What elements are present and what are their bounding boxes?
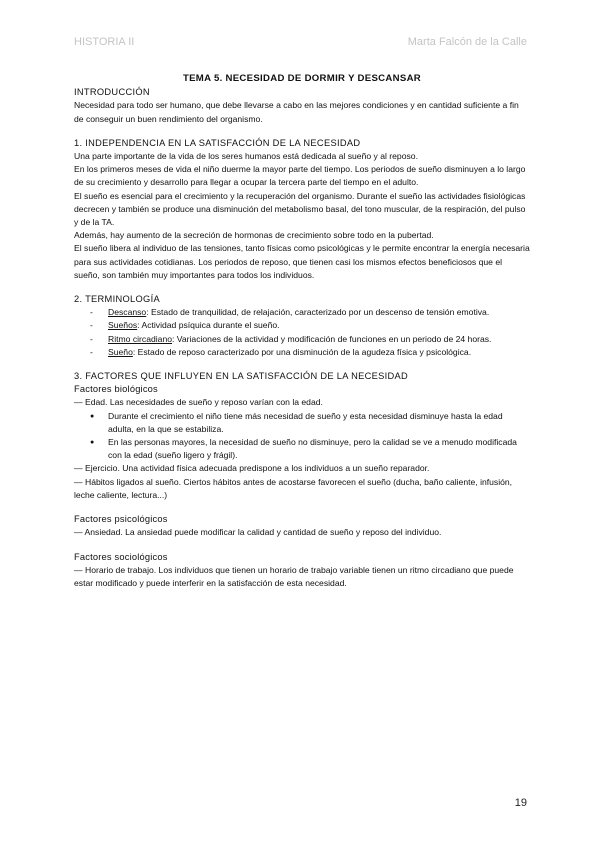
section1-paragraph: En los primeros meses de vida el niño duerme la mayor parte del tiempo. Los periodos de sueño disminuyen a lo largo de su crecimiento y desarrollo para llegar a ocupar la tercera parte del tiempo en el adulto. bbox=[74, 164, 526, 188]
terminology-list bbox=[74, 306, 530, 359]
sociological-factors-heading: Factores sociológicos bbox=[74, 551, 168, 562]
psychological-factors-heading: Factores psicológicos bbox=[74, 514, 168, 525]
section3-heading: 3. FACTORES QUE INFLUYEN EN LA SATISFACCIÓN DE LA NECESIDAD bbox=[74, 371, 409, 382]
document-title: TEMA 5. NECESIDAD DE DORMIR Y DESCANSAR bbox=[182, 73, 422, 84]
definition: : Estado de reposo caracterizado por una disminución de la agudeza física y psicológica. bbox=[132, 346, 472, 357]
term: Sueños bbox=[108, 320, 138, 331]
term: Descanso bbox=[108, 307, 147, 318]
anxiety-factor: — Ansiedad. La ansiedad puede modificar la calidad y cantidad de sueño y reposo del individuo. bbox=[74, 527, 442, 538]
document-body bbox=[74, 72, 530, 590]
page-header bbox=[74, 36, 527, 52]
definition: : Variaciones de la actividad y modificación de funciones en un periodo de 24 horas. bbox=[172, 333, 492, 344]
list-item: - Sueño: Estado de reposo caracterizado por una disminución de la agudeza física y psicológica. bbox=[90, 346, 472, 357]
page-number: 19 bbox=[514, 797, 527, 809]
section1-heading: 1. INDEPENDENCIA EN LA SATISFACCIÓN DE LA NECESIDAD bbox=[74, 137, 361, 148]
biological-factors-heading: Factores biológicos bbox=[74, 384, 158, 395]
list-item: - Ritmo circadiano: Variaciones de la actividad y modificación de funciones en un periodo de 24 horas. bbox=[90, 333, 492, 344]
term: Ritmo circadiano bbox=[108, 333, 172, 344]
header-course: HISTORIA II bbox=[74, 36, 135, 48]
list-item: - Sueños: Actividad psíquica durante el sueño. bbox=[90, 320, 280, 331]
section1-paragraph: Una parte importante de la vida de los seres humanos está dedicada al sueño y al reposo. bbox=[74, 151, 418, 162]
bullet-icon: ● bbox=[90, 412, 95, 420]
bullet-icon: ● bbox=[90, 439, 95, 447]
exercise-factor: — Ejercicio. Una actividad física adecuada predispone a los individuos a un sueño reparador. bbox=[74, 463, 430, 474]
age-list bbox=[74, 410, 530, 463]
header-author: Marta Falcón de la Calle bbox=[407, 36, 527, 48]
list-item: ● En las personas mayores, la necesidad de sueño no disminuye, pero la calidad se ve a menudo modificada con la edad (sueño ligero y frágil). bbox=[90, 437, 517, 461]
habits-factor: — Hábitos ligados al sueño. Ciertos hábitos antes de acostarse favorecen el sueño (ducha, baño caliente, infusión, leche caliente, lectura...) bbox=[74, 476, 513, 500]
list-item: ● Durante el crecimiento el niño tiene más necesidad de sueño y esta necesidad disminuye hasta la edad adulta, en la que se estabiliza. bbox=[90, 410, 503, 434]
intro-text: Necesidad para todo ser humano, que debe llevarse a cabo en las mejores condiciones y en cantidad suficiente a fin de conseguir un buen rendimiento del organismo. bbox=[74, 100, 519, 124]
section1-paragraph: El sueño es esencial para el crecimiento y la recuperación del organismo. Durante el sueño las actividades fisiológicas decrecen y también se produce una disminución del metabolismo basal, del tono muscular, de la respiración, del pulso y de la TA. bbox=[74, 190, 526, 228]
definition: : Estado de tranquilidad, de relajación, caracterizado por un descenso de tensión emotiva. bbox=[146, 307, 490, 318]
work-schedule-factor: — Horario de trabajo. Los individuos que tienen un horario de trabajo variable tienen un ritmo circadiano que puede estar modificado y puede interferir en la satisfacción de esta necesidad. bbox=[74, 564, 514, 588]
intro-heading: INTRODUCCIÓN bbox=[74, 87, 150, 98]
section1-paragraph: Además, hay aumento de la secreción de hormonas de crecimiento sobre todo en la pubertad. bbox=[74, 230, 434, 241]
definition: : Actividad psíquica durante el sueño. bbox=[137, 320, 280, 331]
age-factor: — Edad. Las necesidades de sueño y reposo varían con la edad. bbox=[74, 397, 323, 408]
section1-paragraph: El sueño libera al individuo de las tensiones, tanto físicas como psicológicas y le permite encontrar la energía necesaria para sus actividades cotidianas. Los periodos de reposo, que tienen casi los mismos efectos beneficiosos que el sueño, son también muy importantes para todos los individuos. bbox=[74, 243, 530, 280]
section2-heading: 2. TERMINOLOGÍA bbox=[74, 294, 160, 305]
list-item: - Descanso: Estado de tranquilidad, de relajación, caracterizado por un descenso de tensión emotiva. bbox=[90, 307, 490, 318]
term: Sueño bbox=[108, 346, 133, 357]
